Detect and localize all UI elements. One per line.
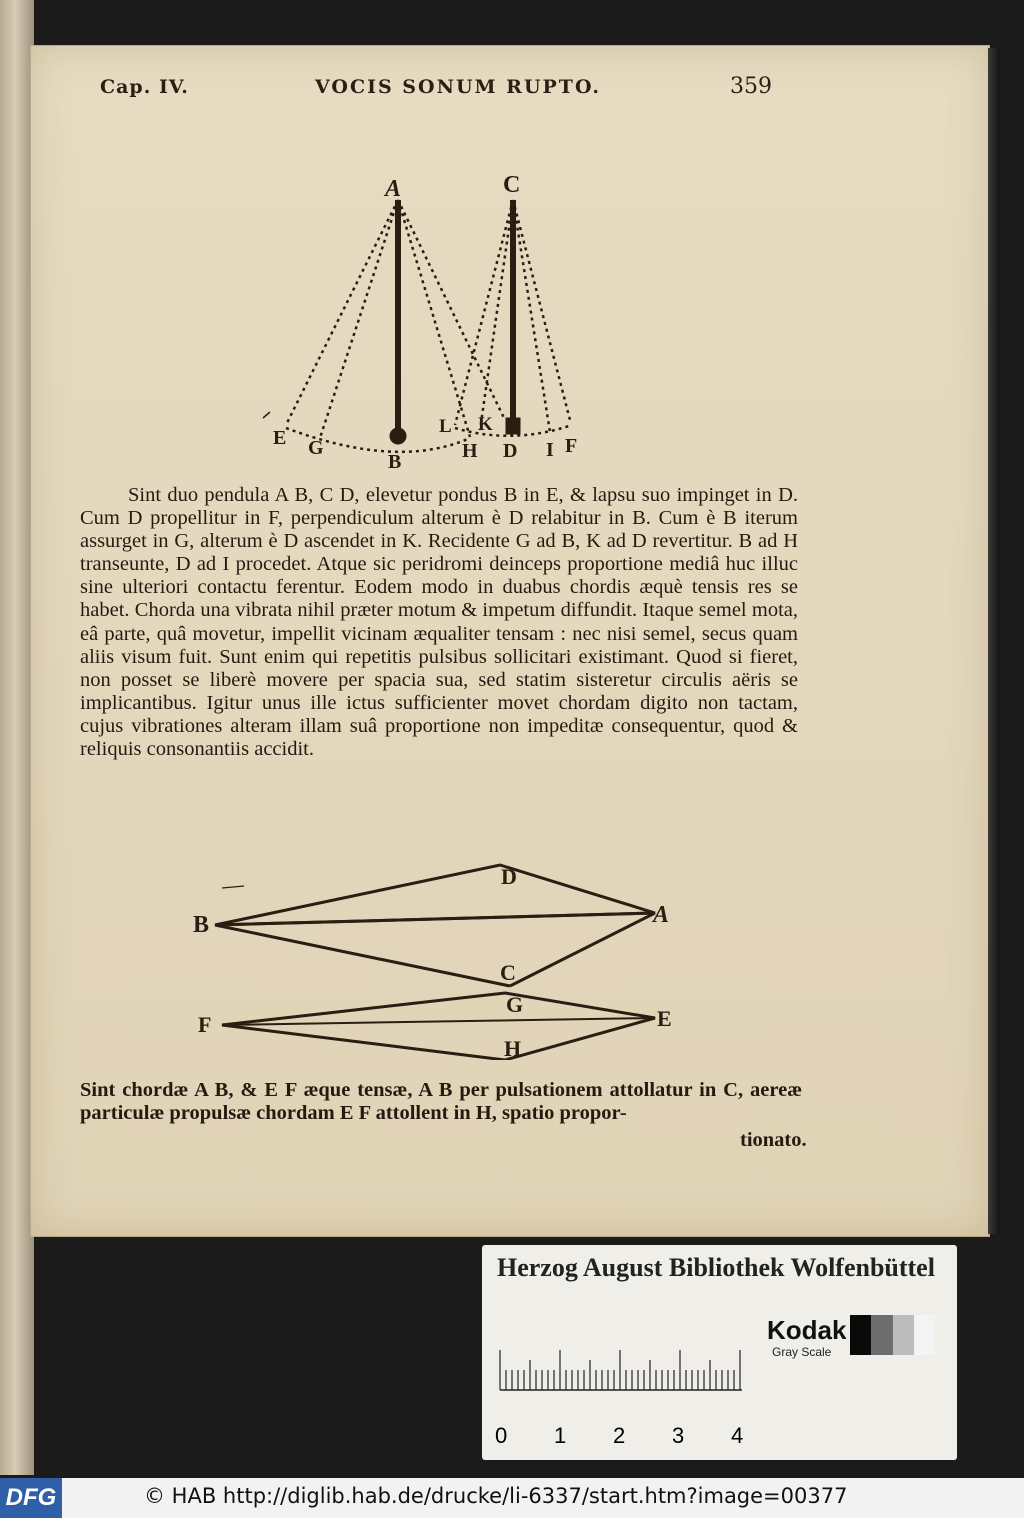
label-b2: B [193,912,210,938]
label-i: I [546,439,554,461]
ruler-number-3: 3 [672,1423,685,1448]
chapter-heading: Cap. IV. [100,76,189,98]
caption-paragraph: Sint chordæ A B, & E F æque tensæ, A B per pulsationem attollatur in C, aereæ particulæ propulsæ chordam E F attollent in H, spatio propor- [80,1079,802,1125]
string-ab-upper [215,865,655,925]
label-a2: A [653,902,670,928]
page-number: 359 [730,74,772,99]
label-b: B [388,451,402,470]
ruler-number-4: 4 [731,1423,744,1448]
body-paragraph: Sint duo pendula A B, C D, elevetur pondus B in E, & lapsu suo impinget in D. Cum D propellitur in F, perpendiculum alterum è D relabitur in B. Cum è B iterum assurget in G, alterum è D ascendet in K. Recidente G ad B, K ad D revertitur. B ad H transeunte, D ad I procedet. Atque sic peridromi deinceps proportione mediâ huc illuc sine ulteriori contactu ferentur. Eodem modo in duabus chordis æquè tensis res se habet. Chorda una vibrata nihil præter motum & impetum diffundit. Itaque semel mota, eâ parte, quâ movetur, impellit vicinam æqualiter tensam : nec nisi semel, secus quam aliis visum fuit. Sunt enim qui repetitis pulsibus sollicitari existimant. Quod si fieret, non posset se liberè movere per spacia sua, sed statim sisteretur circulis aëris se implicantibus. Igitur unus ille ictus sufficienter movet chordam digito non tactam, cujus vibrationes alteram illam suâ proportione non impeditæ consequentur, quod & reliquis consonantiis accidit. [80,484,798,761]
label-c2: C [500,960,516,985]
label-d: D [503,440,518,462]
gray-swatches [850,1315,935,1355]
ruler-number-0: 0 [495,1423,508,1448]
footer-bar [0,1478,1024,1518]
string-bc [215,925,510,986]
measurement-ruler [492,1305,752,1455]
gray-scale-label: Gray Scale [772,1345,832,1359]
ruler-number-2: 2 [613,1423,626,1448]
library-color-card [482,1245,957,1460]
pendulum-bob-d [506,418,520,434]
label-e2: E [657,1006,672,1031]
swatch-white [914,1315,935,1355]
label-g: G [308,437,324,459]
label-h2: H [504,1036,522,1060]
pendulum-bob-b [390,428,406,444]
string-ca [510,913,655,986]
label-l: L [439,416,452,437]
swatch-light-gray [893,1315,914,1355]
label-h: H [462,440,478,462]
kodak-brand: Kodak [767,1315,847,1345]
copyright-link[interactable]: © HAB http://diglib.hab.de/drucke/li-6337/start.htm?image=00377 [144,1484,848,1508]
caption-paragraph-end: tionato. [740,1129,807,1151]
strings-figure [180,850,700,1060]
dfg-logo: DFG [0,1478,62,1518]
swatch-black [850,1315,871,1355]
label-k: K [478,414,493,435]
running-header [70,72,790,104]
pendulum-figure [250,170,810,470]
running-title: VOCIS SONUM RUPTO. [315,76,601,98]
swatch-dark-gray [871,1315,892,1355]
ruler-number-1: 1 [554,1423,567,1448]
label-f: F [565,435,578,457]
label-d2: D [501,864,517,889]
label-g2: G [506,992,524,1017]
page-edge-shadow [988,48,1000,1234]
label-a: A [385,176,402,202]
label-f2: F [198,1012,212,1037]
label-c: C [503,172,521,198]
scan-frame-edge [0,0,34,1475]
library-name: Herzog August Bibliothek Wolfenbüttel [497,1253,935,1282]
string-ef-lower [222,993,655,1060]
label-e: E [273,427,287,449]
